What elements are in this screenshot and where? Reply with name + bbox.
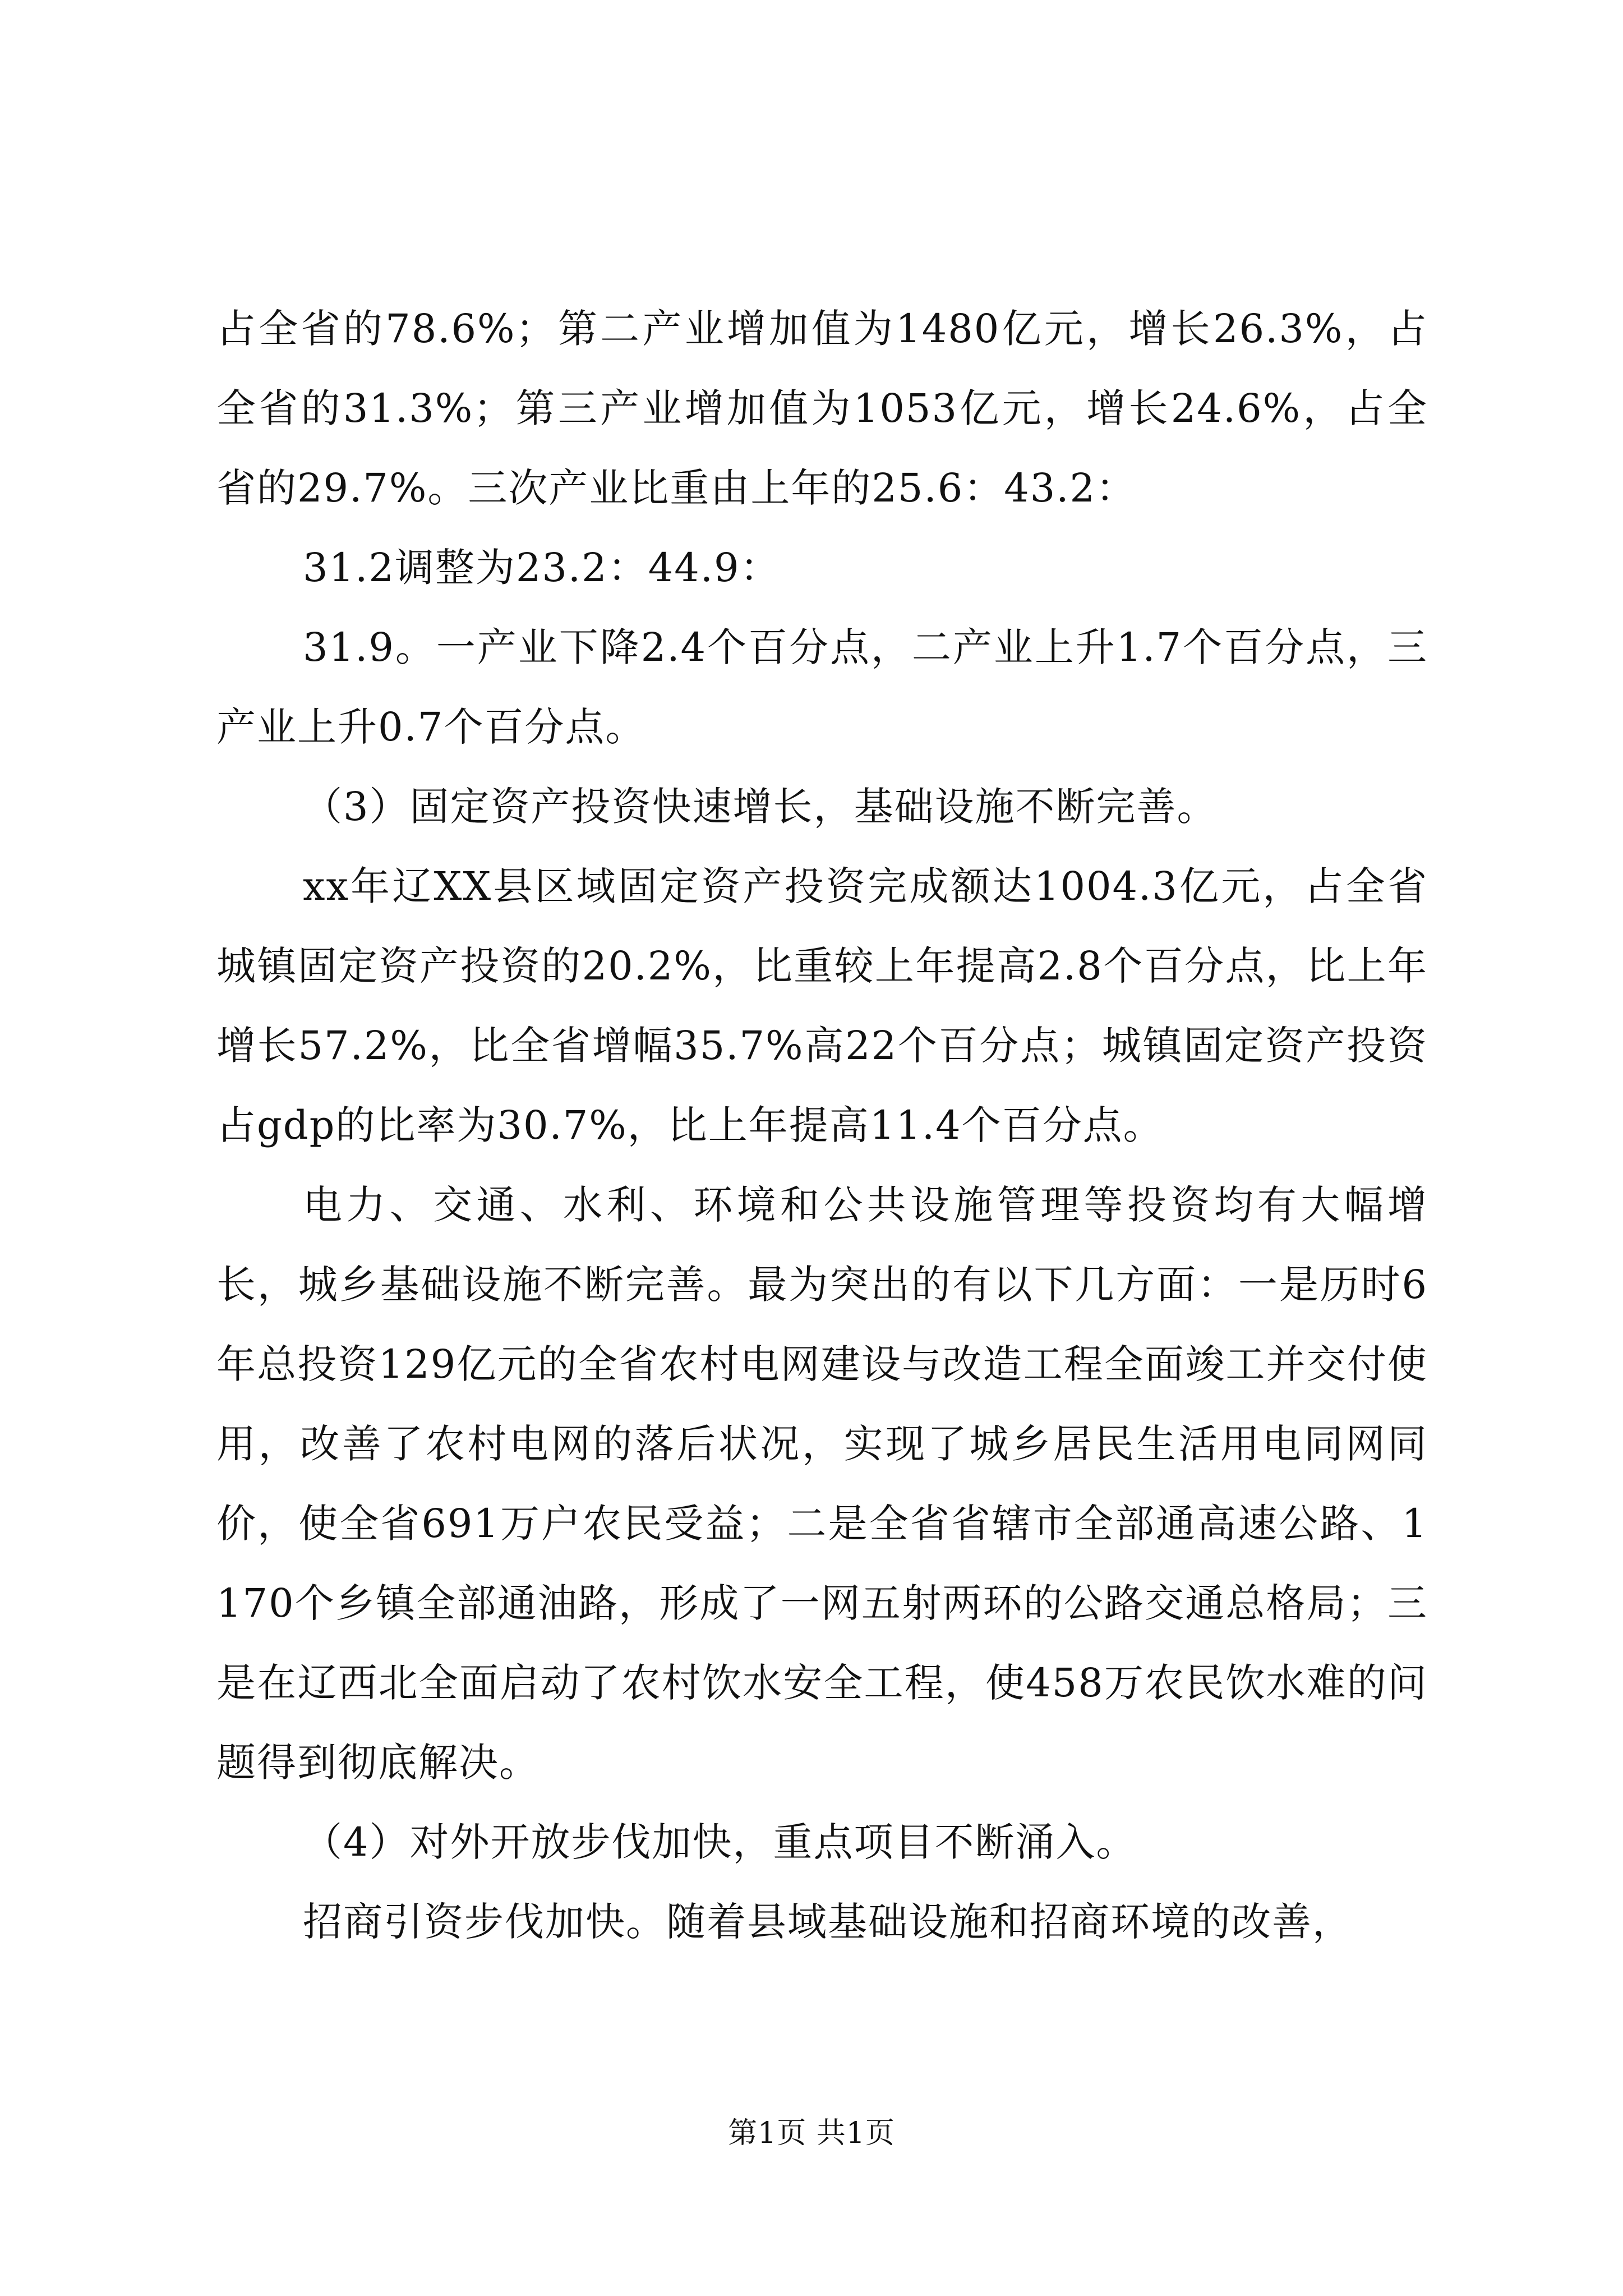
paragraph-percentage-change: 31.9。一产业下降2.4个百分点，二产业上升1.7个百分点，三产业上升0.7个百分点。: [216, 624, 1428, 750]
section-heading-opening-up: （4）对外开放步伐加快，重点项目不断涌入。: [303, 1819, 1137, 1865]
paragraph-fixed-assets: xx年辽XX县区域固定资产投资完成额达1004.3亿元，占全省城镇固定资产投资的20.2%，比重较上年提高2.8个百分点，比上年增长57.2%，比全省增幅35.7%高22个百分点；城镇固定资产投资占gdp的比率为30.7%，比上年提高11.4个百分点。: [216, 863, 1428, 1148]
paragraph-investment-attraction: 招商引资步伐加快。随着县域基础设施和招商环境的改善，: [303, 1899, 1353, 1945]
page-number-footer: 第1页 共1页: [728, 2116, 895, 2150]
document-body: [216, 289, 1428, 1962]
paragraph-infrastructure: 电力、交通、水利、环境和公共设施管理等投资均有大幅增长，城乡基础设施不断完善。最为突出的有以下几方面：一是历时6年总投资129亿元的全省农村电网建设与改造工程全面竣工并交付使用，改善了农村电网的落后状况，实现了城乡居民生活用电同网同价，使全省691万户农民受益；二是全省省辖市全部通高速公路、1170个乡镇全部通油路，形成了一网五射两环的公路交通总格局；三是在辽西北全面启动了农村饮水安全工程，使458万农民饮水难的问题得到彻底解决。: [216, 1182, 1428, 1786]
paragraph-industry-share: 占全省的78.6%；第二产业增加值为1480亿元，增长26.3%，占全省的31.3%；第三产业增加值为1053亿元，增长24.6%，占全省的29.7%。三次产业比重由上年的25.6：43.2：: [216, 306, 1428, 511]
paragraph-adjustment: 31.2调整为23.2：44.9：: [303, 545, 781, 591]
section-heading-fixed-assets: （3）固定资产投资快速增长，基础设施不断完善。: [303, 784, 1218, 830]
